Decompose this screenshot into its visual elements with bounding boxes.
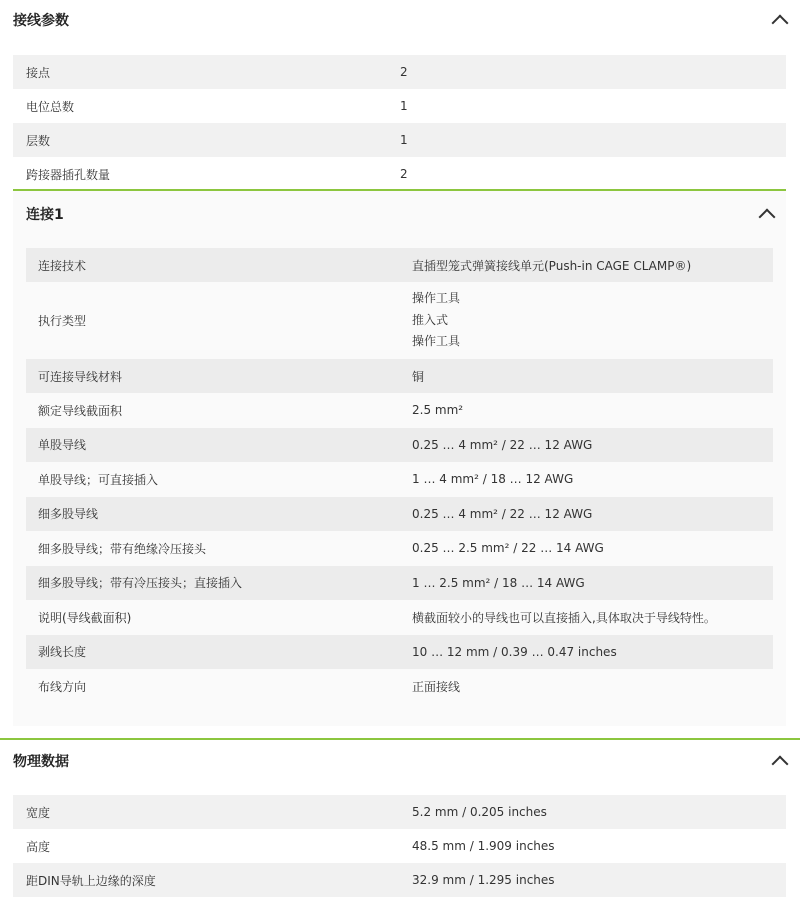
row-value: 横截面较小的导线也可以直接插入,具体取决于导线特性。 (412, 610, 716, 625)
row-label: 额定导线截面积 (38, 403, 123, 418)
table-row (26, 635, 773, 670)
row-value: 10 … 12 mm / 0.39 … 0.47 inches (412, 644, 617, 659)
row-value: 48.5 mm / 1.909 inches (412, 839, 555, 853)
physical-data-table (13, 795, 786, 897)
row-value: 直插型笼式弹簧接线单元(Push-in CAGE CLAMP®) (412, 258, 692, 273)
row-value: 2 (400, 65, 408, 79)
row-value: 0.25 … 4 mm² / 22 … 12 AWG (412, 506, 593, 521)
table-row (26, 566, 773, 601)
section-title: 物理数据 (13, 754, 69, 770)
table-row (26, 531, 773, 566)
row-label: 电位总数 (26, 99, 75, 114)
row-label: 距DIN导轨上边缘的深度 (26, 873, 156, 888)
table-row (26, 669, 773, 704)
chevron-up-icon[interactable] (772, 756, 789, 773)
row-label: 执行类型 (38, 314, 87, 328)
row-value: 1 … 2.5 mm² / 18 … 14 AWG (412, 575, 585, 590)
table-row (26, 248, 773, 282)
wiring-params-table (13, 55, 786, 191)
table-row (26, 359, 773, 393)
table-row (26, 497, 773, 532)
section-title: 连接1 (26, 207, 64, 223)
section-header-physical-data[interactable] (0, 741, 800, 781)
row-label: 连接技术 (38, 258, 87, 273)
row-label: 层数 (26, 133, 51, 148)
table-row (26, 428, 773, 463)
row-label: 细多股导线 (38, 507, 99, 522)
table-row (13, 863, 786, 897)
table-row (13, 55, 786, 89)
row-label: 剥线长度 (38, 645, 87, 660)
table-row (26, 282, 773, 359)
section-title: 接线参数 (13, 13, 69, 29)
row-label: 宽度 (26, 805, 51, 820)
row-label: 高度 (26, 839, 51, 854)
row-value: 1 (400, 99, 408, 113)
row-value: 0.25 … 4 mm² / 22 … 12 AWG (412, 437, 593, 452)
row-value: 铜 (412, 369, 425, 384)
row-label: 单股导线 (38, 438, 87, 453)
row-value: 2 (400, 167, 408, 181)
row-label: 说明(导线截面积) (38, 610, 132, 625)
row-value-item: 操作工具 (412, 334, 461, 349)
section-header-connection-1[interactable] (0, 194, 800, 234)
row-label: 细多股导线；带有冷压接头；直接插入 (38, 576, 243, 591)
row-label: 单股导线；可直接插入 (38, 472, 159, 487)
row-value: 1 … 4 mm² / 18 … 12 AWG (412, 472, 574, 487)
table-row (13, 89, 786, 123)
row-value: 正面接线 (412, 679, 461, 694)
row-label: 可连接导线材料 (38, 369, 123, 384)
row-label: 布线方向 (38, 679, 87, 694)
table-row (13, 157, 786, 191)
section-divider (0, 738, 800, 740)
row-value-list (412, 288, 460, 353)
table-row (26, 462, 773, 497)
row-value: 0.25 … 2.5 mm² / 22 … 14 AWG (412, 541, 604, 556)
row-value: 32.9 mm / 1.295 inches (412, 873, 555, 887)
chevron-up-icon[interactable] (759, 209, 776, 226)
row-label: 细多股导线；带有绝缘冷压接头 (38, 541, 207, 556)
table-row (26, 600, 773, 635)
row-value: 5.2 mm / 0.205 inches (412, 805, 547, 819)
row-label: 接点 (26, 65, 51, 80)
row-value: 2.5 mm² (412, 403, 464, 418)
row-value-item: 操作工具 (412, 291, 461, 306)
row-value: 1 (400, 133, 408, 147)
table-row (13, 795, 786, 829)
row-value-item: 推入式 (412, 312, 449, 327)
table-row (13, 829, 786, 863)
row-label: 跨接器插孔数量 (26, 167, 111, 182)
connection-1-table (26, 248, 773, 704)
table-row (13, 123, 786, 157)
section-header-wiring-params[interactable] (0, 0, 800, 40)
table-row (26, 393, 773, 428)
chevron-up-icon[interactable] (772, 15, 789, 32)
